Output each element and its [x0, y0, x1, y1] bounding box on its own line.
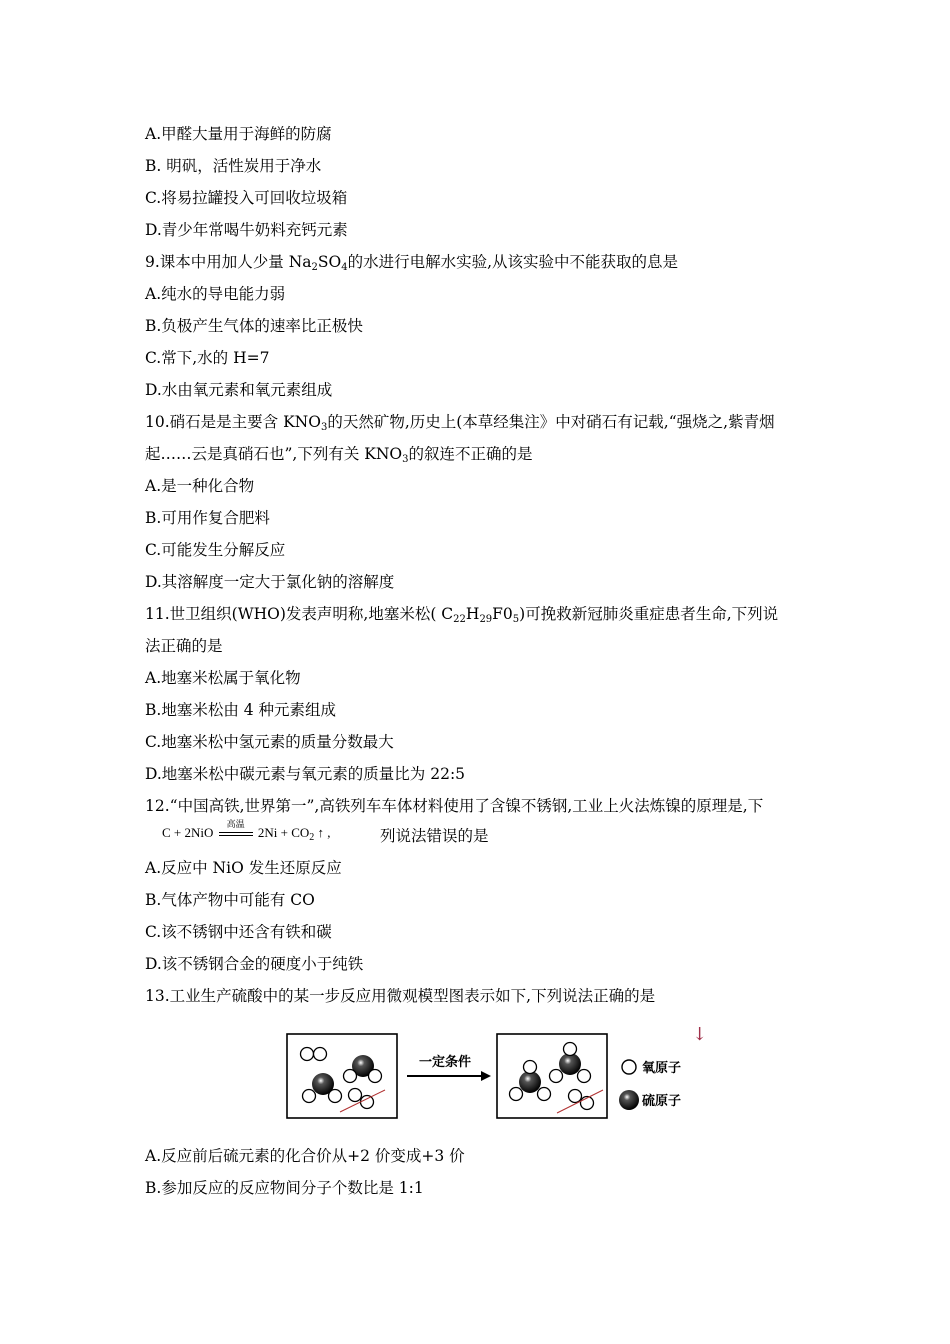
q13-stem: 13.工业生产硫酸中的某一步反应用微观模型图表示如下,下列说法正确的是	[145, 987, 656, 1005]
q9-option-a: A.纯水的导电能力弱	[145, 285, 286, 303]
oxygen-atom	[569, 1090, 582, 1103]
sulfur-atom	[559, 1053, 581, 1075]
q11-option-c: C.地塞米松中氢元素的质量分数最大	[145, 733, 394, 751]
q12-option-c: C.该不锈钢中还含有铁和碳	[145, 923, 332, 941]
q12-stem-line1: 12.“中国高铁,世界第一”,高铁列车车体材料使用了含镍不锈钢,工业上火法炼镍的原理是,下	[145, 797, 764, 815]
q13-option-b: B.参加反应的反应物间分子个数比是 1:1	[145, 1179, 424, 1197]
reaction-model-diagram	[285, 1030, 705, 1125]
oxygen-atom	[314, 1048, 327, 1061]
legend-oxygen-label: 氧原子	[642, 1061, 682, 1076]
q10-option-d: D.其溶解度一定大于氯化钠的溶解度	[145, 573, 395, 591]
q11-option-a: A.地塞米松属于氧化物	[145, 669, 301, 687]
q10-option-b: B.可用作复合肥料	[145, 509, 270, 527]
q9-option-d: D.水由氧元素和氧元素组成	[145, 381, 333, 399]
q8-option-a: A.甲醛大量用于海鲜的防腐	[145, 125, 332, 143]
sulfur-atom	[519, 1071, 541, 1093]
q10-option-a: A.是一种化合物	[145, 477, 255, 495]
oxygen-atom	[369, 1070, 382, 1083]
q8-option-c: C.将易拉罐投入可回收垃圾箱	[145, 189, 348, 207]
oxygen-atom	[303, 1090, 316, 1103]
q12-stem-line2: 列说法错误的是	[380, 827, 489, 845]
q8-option-d: D.青少年常喝牛奶料充钙元素	[145, 221, 348, 239]
reaction-arrow-head	[481, 1071, 491, 1081]
q9-stem: 9.课本中用加人少量 $Na_2SO_4$的水进行电解水实验,从该实验中不能获取的息是	[145, 253, 679, 273]
oxygen-atom	[349, 1089, 362, 1102]
legend-sulfur-label: 硫原子	[642, 1094, 682, 1109]
q9-option-b: B.负极产生气体的速率比正极快	[145, 317, 363, 335]
q10-stem-line1: 10.硝石是是主要含 $KNO_3$的天然矿物,历史上(本草经集注》中对硝石有记载,“强烧之,紫青烟	[145, 413, 775, 433]
q11-option-d: D.地塞米松中碳元素与氧元素的质量比为 22:5	[145, 765, 466, 783]
q12-option-a: A.反应中 NiO 发生还原反应	[145, 859, 342, 877]
oxygen-atom	[510, 1088, 523, 1101]
arrow-label: 一定条件	[418, 1055, 472, 1070]
oxygen-atom	[344, 1070, 357, 1083]
oxygen-atom	[550, 1070, 563, 1083]
q8-option-b: B. 明矾，活性炭用于净水	[145, 157, 322, 175]
q10-stem-line2: 起……云是真硝石也”,下列有关 $KNO_3$的叙连不正确的是	[145, 445, 533, 465]
legend-sulfur-icon	[619, 1090, 639, 1110]
q12-equation: C + 2NiO 高温 $2Ni + CO_2$ ↑ ,	[162, 819, 331, 843]
oxygen-atom	[524, 1061, 537, 1074]
oxygen-atom	[564, 1043, 577, 1056]
annotation-arrow-icon: ↓	[692, 1024, 708, 1045]
q10-option-c: C.可能发生分解反应	[145, 541, 286, 559]
q11-stem-line2: 法正确的是	[145, 637, 223, 655]
oxygen-atom	[538, 1088, 551, 1101]
oxygen-atom	[301, 1048, 314, 1061]
q13-option-a: A.反应前后硫元素的化合价从+2 价变成+3 价	[145, 1147, 465, 1165]
q9-option-c: C.常下,水的 H=7	[145, 349, 270, 367]
q11-option-b: B.地塞米松由 4 种元素组成	[145, 701, 337, 719]
legend-oxygen-icon	[622, 1060, 636, 1074]
q12-option-b: B.气体产物中可能有 CO	[145, 891, 315, 909]
q11-stem-line1: 11.世卫组织(WHO)发表声明称,地塞米松( $C_{22}H_{29}F0_5$)可挽救新冠肺炎重症患者生命,下列说	[145, 605, 779, 625]
oxygen-atom	[329, 1090, 342, 1103]
oxygen-atom	[578, 1070, 591, 1083]
q12-option-d: D.该不锈钢合金的硬度小于纯铁	[145, 955, 364, 973]
oxygen-atom	[361, 1096, 374, 1109]
